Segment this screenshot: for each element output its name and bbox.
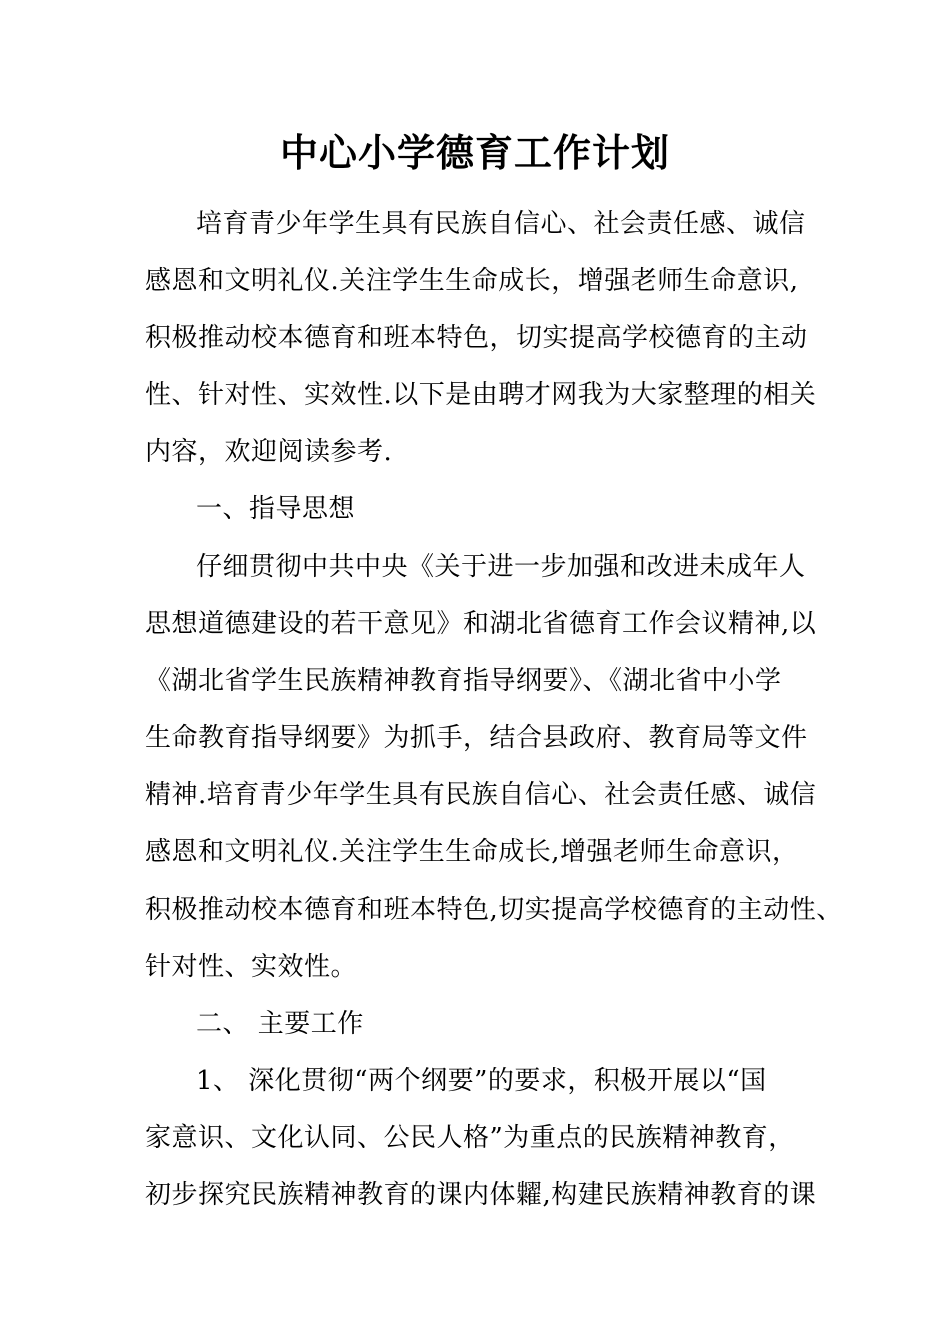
paragraph-line: 积极推动校本德育和班本特色,切实提高学校德育的主动性、 — [145, 895, 843, 925]
paragraph-line: 性、针对性、实效性.以下是由聘才网我为大家整理的相关 — [145, 380, 817, 410]
paragraph-line: 针对性、实效性。 — [145, 952, 358, 982]
paragraph-line: 感恩和文明礼仪.关注学生生命成长,增强老师生命意识， — [145, 837, 799, 867]
paragraph-line: 1、 深化贯彻“两个纲要”的要求，积极开展以“国 — [196, 1066, 767, 1096]
paragraph-line: 生命教育指导纲要》为抓手，结合县政府、教育局等文件 — [145, 723, 808, 753]
paragraph-line: 精神.培育青少年学生具有民族自信心、社会责任感、诚信 — [145, 780, 817, 810]
paragraph-line: 初步探究民族精神教育的课内体糶,构建民族精神教育的课 — [145, 1180, 817, 1210]
section-heading: 一、指导思想 — [196, 494, 356, 524]
paragraph-line: 家意识、文化认同、公民人格”为重点的民族精神教育， — [145, 1123, 795, 1153]
paragraph-line: 《湖北省学生民族精神教育指导纲要》、《湖北省中小学 — [145, 666, 782, 696]
paragraph-line: 内容，欢迎阅读参考. — [145, 437, 393, 467]
paragraph-line: 培育青少年学生具有民族自信心、社会责任感、诚信 — [196, 209, 806, 239]
paragraph-line: 感恩和文明礼仪.关注学生生命成长，增强老师生命意识, — [145, 266, 799, 296]
paragraph-line: 仔细贯彻中共中央《关于进一步加强和改进未成年人 — [196, 552, 806, 582]
section-heading: 二、 主要工作 — [196, 1009, 364, 1039]
paragraph-line: 积极推动校本德育和班本特色，切实提高学校德育的主动 — [145, 323, 808, 353]
paragraph-line: 思想道德建设的若干意见》和湖北省德育工作会议精神,以 — [145, 609, 817, 639]
document-title: 中心小学德育工作计划 — [279, 131, 670, 175]
